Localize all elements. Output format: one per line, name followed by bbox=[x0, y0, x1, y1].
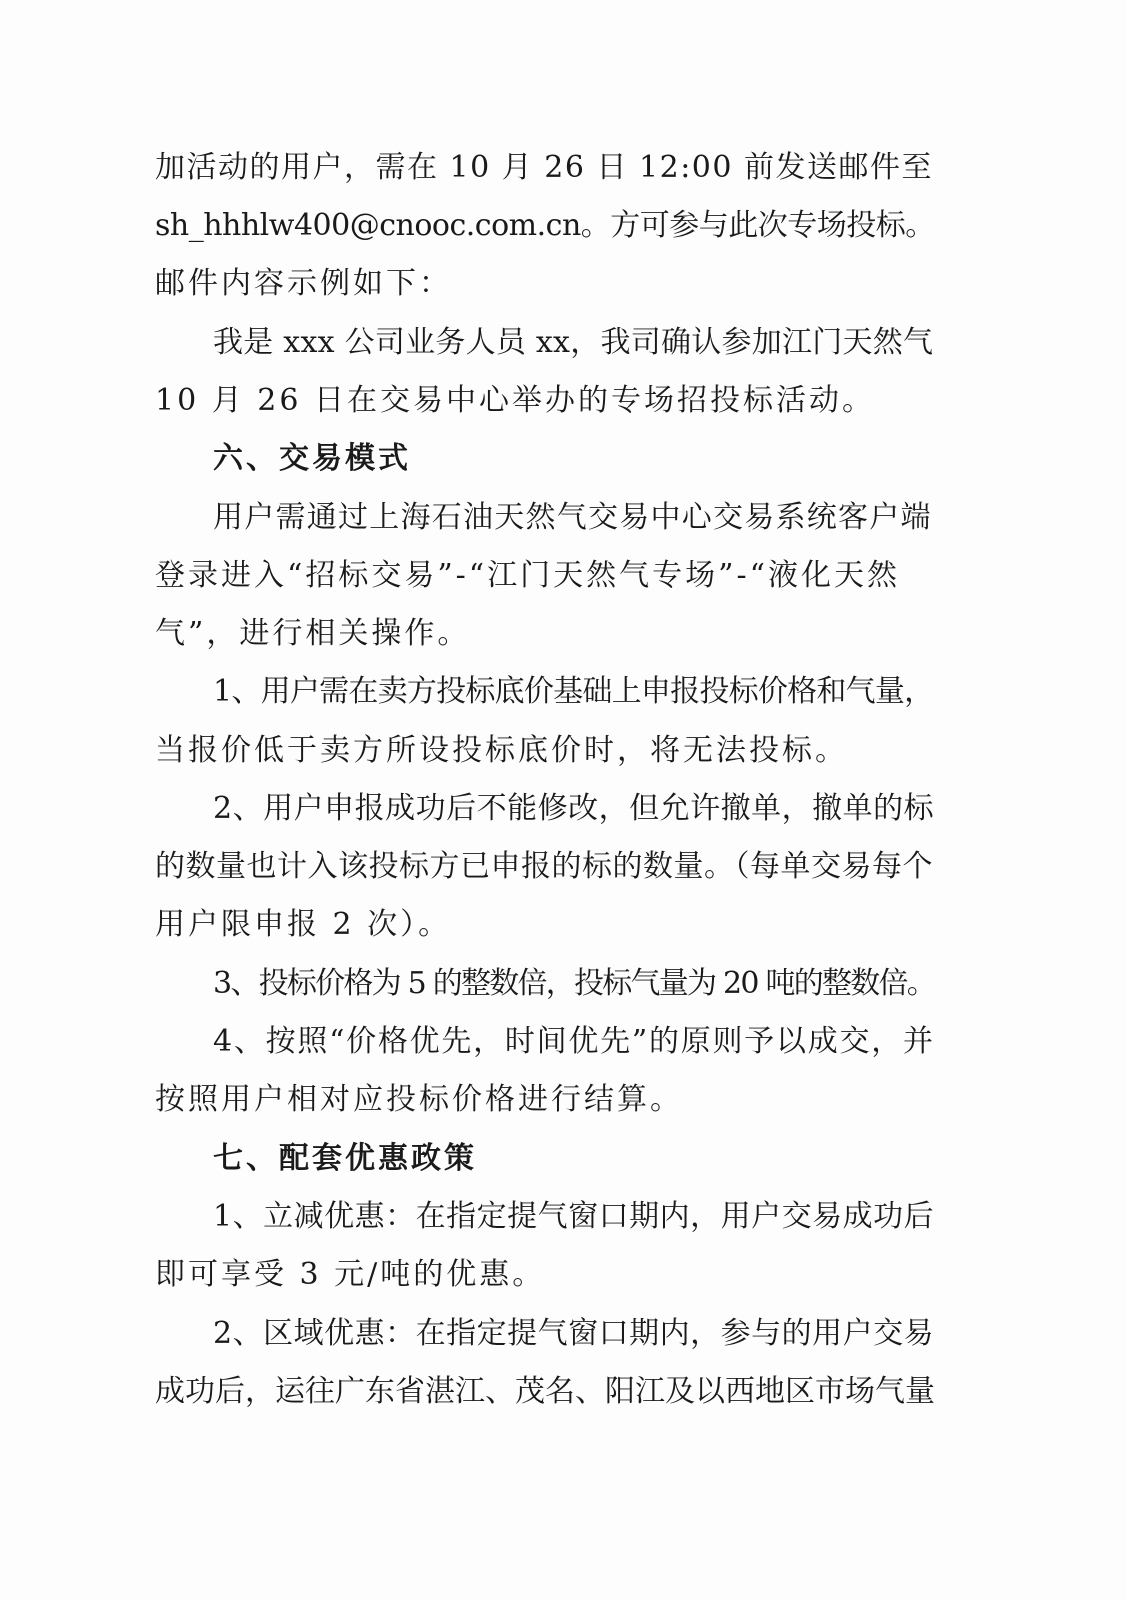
text-line-11: 当报价低于卖方所设投标底价时，将无法投标。 bbox=[155, 733, 848, 768]
text-line-12: 2、用户申报成功后不能修改，但允许撤单，撤单的标 bbox=[213, 791, 935, 826]
text-line-17: 按照用户相对应投标价格进行结算。 bbox=[155, 1082, 683, 1117]
text-line-4: 我是 xxx 公司业务人员 xx，我司确认参加江门天然气 bbox=[213, 325, 934, 360]
text-line-16: 4、按照“价格优先，时间优先”的原则予以成交，并 bbox=[213, 1024, 935, 1059]
text-line-14: 用户限申报 2 次）。 bbox=[155, 907, 452, 942]
text-line-21: 2、区域优惠：在指定提气窗口期内，参与的用户交易 bbox=[213, 1316, 935, 1351]
text-line-15: 3、投标价格为 5 的整数倍，投标气量为 20 吨的整数倍。 bbox=[213, 966, 935, 1001]
section-heading-6: 六、交易模式 bbox=[213, 441, 411, 476]
text-line-8: 登录进入“招标交易”-“江门天然气专场”-“液化天然 bbox=[155, 558, 900, 593]
text-line-1: 加活动的用户，需在 10 月 26 日 12:00 前发送邮件至 bbox=[155, 150, 934, 185]
text-line-3: 邮件内容示例如下： bbox=[155, 266, 452, 301]
text-line-13: 的数量也计入该投标方已申报的标的数量。（每单交易每个 bbox=[155, 849, 933, 884]
text-line-20: 即可享受 3 元/吨的优惠。 bbox=[155, 1257, 546, 1292]
text-line-2: sh_hhhlw400@cnooc.com.cn。方可参与此次专场投标。 bbox=[155, 208, 935, 243]
text-line-5: 10 月 26 日在交易中心举办的专场招投标活动。 bbox=[155, 383, 875, 418]
text-line-22: 成功后，运往广东省湛江、茂名、阳江及以西地区市场气量 bbox=[155, 1374, 935, 1409]
text-line-7: 用户需通过上海石油天然气交易中心交易系统客户端 bbox=[213, 500, 932, 535]
text-line-10: 1、用户需在卖方投标底价基础上申报投标价格和气量， bbox=[213, 674, 934, 709]
section-heading-7: 七、配套优惠政策 bbox=[213, 1141, 477, 1176]
text-line-19: 1、立减优惠：在指定提气窗口期内，用户交易成功后 bbox=[213, 1199, 935, 1234]
text-line-9: 气”，进行相关操作。 bbox=[155, 616, 471, 651]
